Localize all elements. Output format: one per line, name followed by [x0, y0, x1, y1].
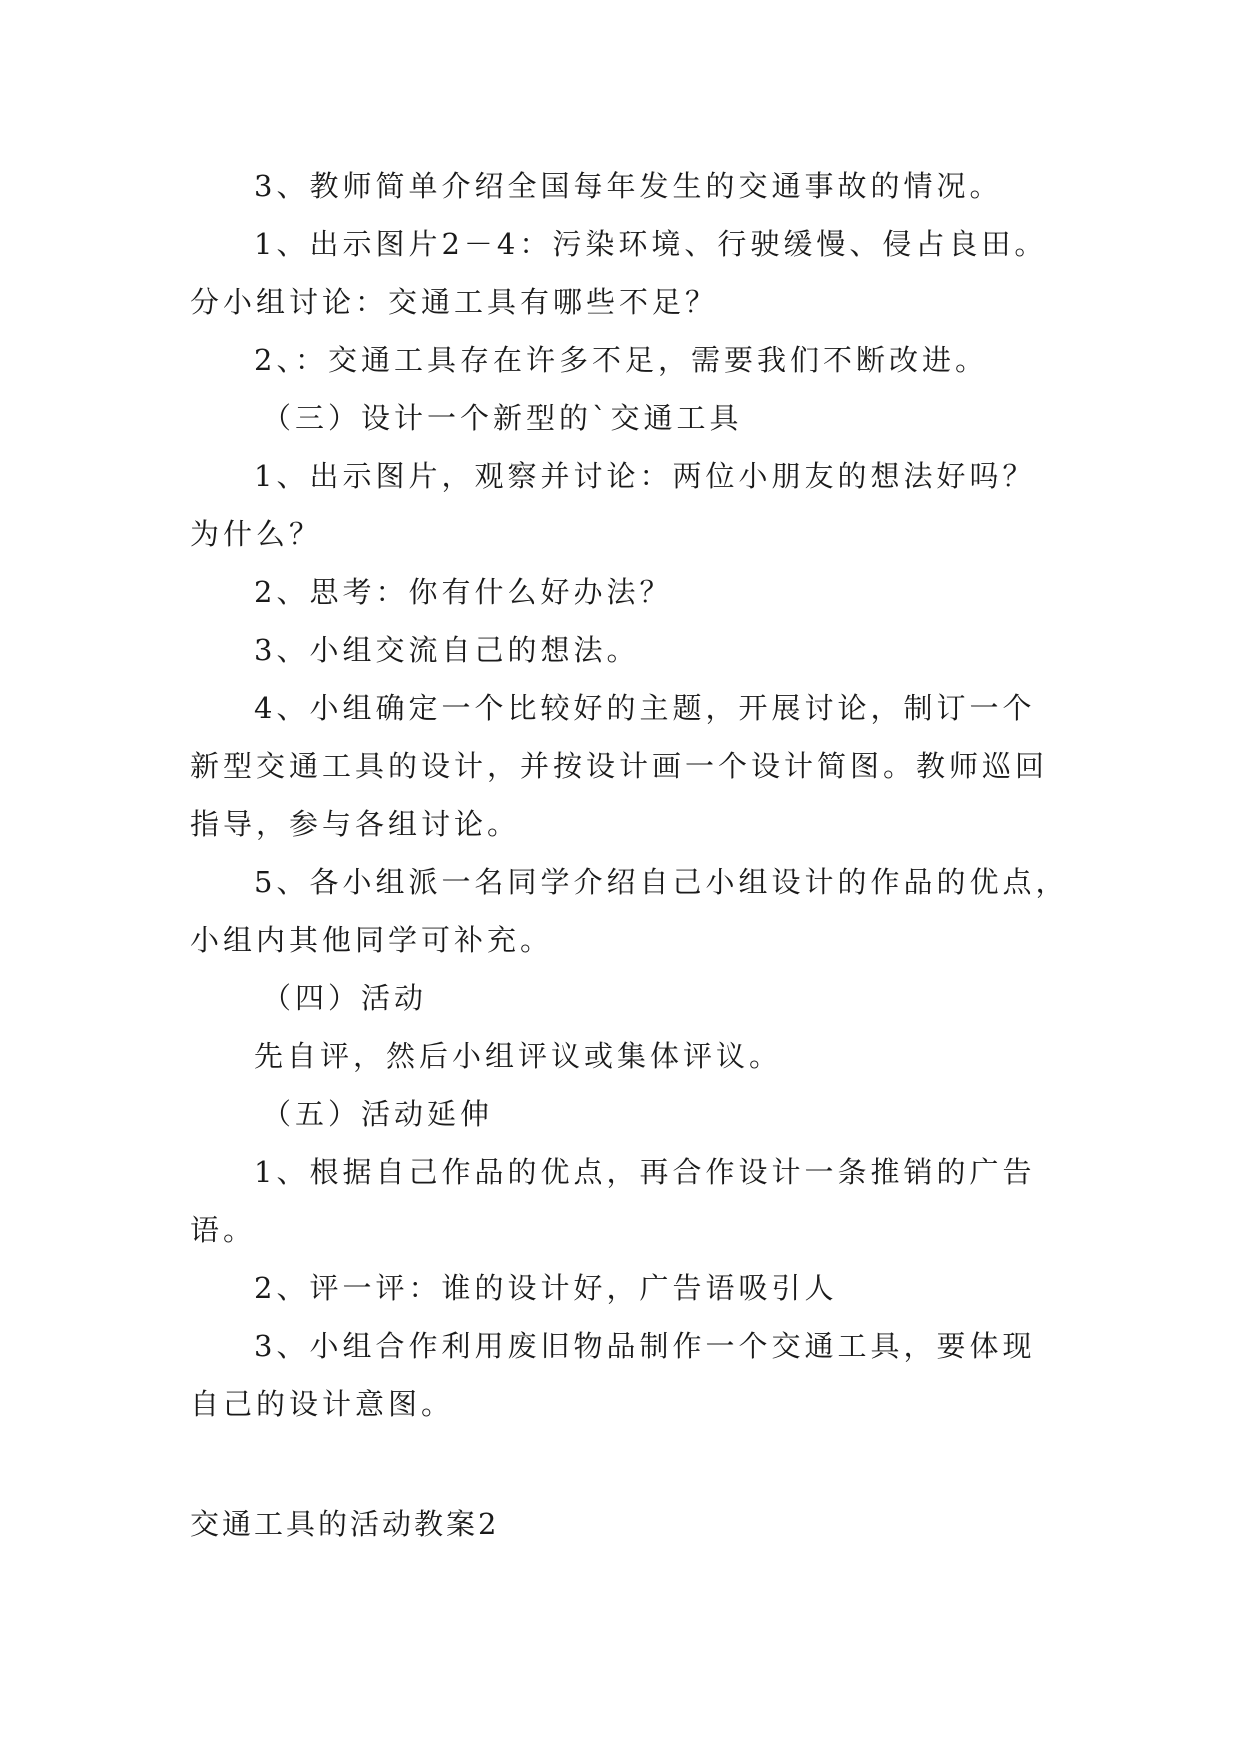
paragraph-line: 1、出示图片2－4：污染环境、行驶缓慢、侵占良田。: [254, 227, 1048, 261]
paragraph-line: 3、小组合作利用废旧物品制作一个交通工具，要体现: [254, 1329, 1036, 1363]
section-heading: （三）设计一个新型的`交通工具: [262, 401, 743, 435]
paragraph-line: 自己的设计意图。: [190, 1387, 455, 1421]
paragraph-line: 2、：交通工具存在许多不足，需要我们不断改进。: [254, 343, 988, 377]
paragraph-line: 先自评，然后小组评议或集体评议。: [254, 1039, 783, 1073]
paragraph-line: 语。: [190, 1213, 257, 1247]
paragraph-line: 3、教师简单介绍全国每年发生的交通事故的情况。: [254, 169, 1003, 203]
paragraph-line: 3、小组交流自己的想法。: [254, 633, 640, 667]
paragraph-line: 4、小组确定一个比较好的主题，开展讨论，制订一个: [254, 691, 1036, 725]
paragraph-line: 1、出示图片，观察并讨论：两位小朋友的想法好吗？: [254, 459, 1036, 493]
paragraph-line: 分小组讨论：交通工具有哪些不足？: [190, 285, 719, 319]
paragraph-line: 为什么？: [190, 517, 323, 551]
section-title: 交通工具的活动教案2: [190, 1507, 500, 1541]
paragraph-line: 1、根据自己作品的优点，再合作设计一条推销的广告: [254, 1155, 1036, 1189]
paragraph-line: 指导，参与各组讨论。: [190, 807, 521, 841]
paragraph-line: 2、思考：你有什么好办法？: [254, 575, 673, 609]
section-heading: （五）活动延伸: [262, 1097, 494, 1131]
paragraph-line: 新型交通工具的设计，并按设计画一个设计简图。教师巡回: [190, 749, 1049, 783]
paragraph-line: 小组内其他同学可补充。: [190, 923, 554, 957]
paragraph-line: 2、评一评：谁的设计好，广告语吸引人: [254, 1271, 838, 1305]
section-heading: （四）活动: [262, 981, 428, 1015]
paragraph-line: 5、各小组派一名同学介绍自己小组设计的作品的优点，: [254, 865, 1069, 899]
